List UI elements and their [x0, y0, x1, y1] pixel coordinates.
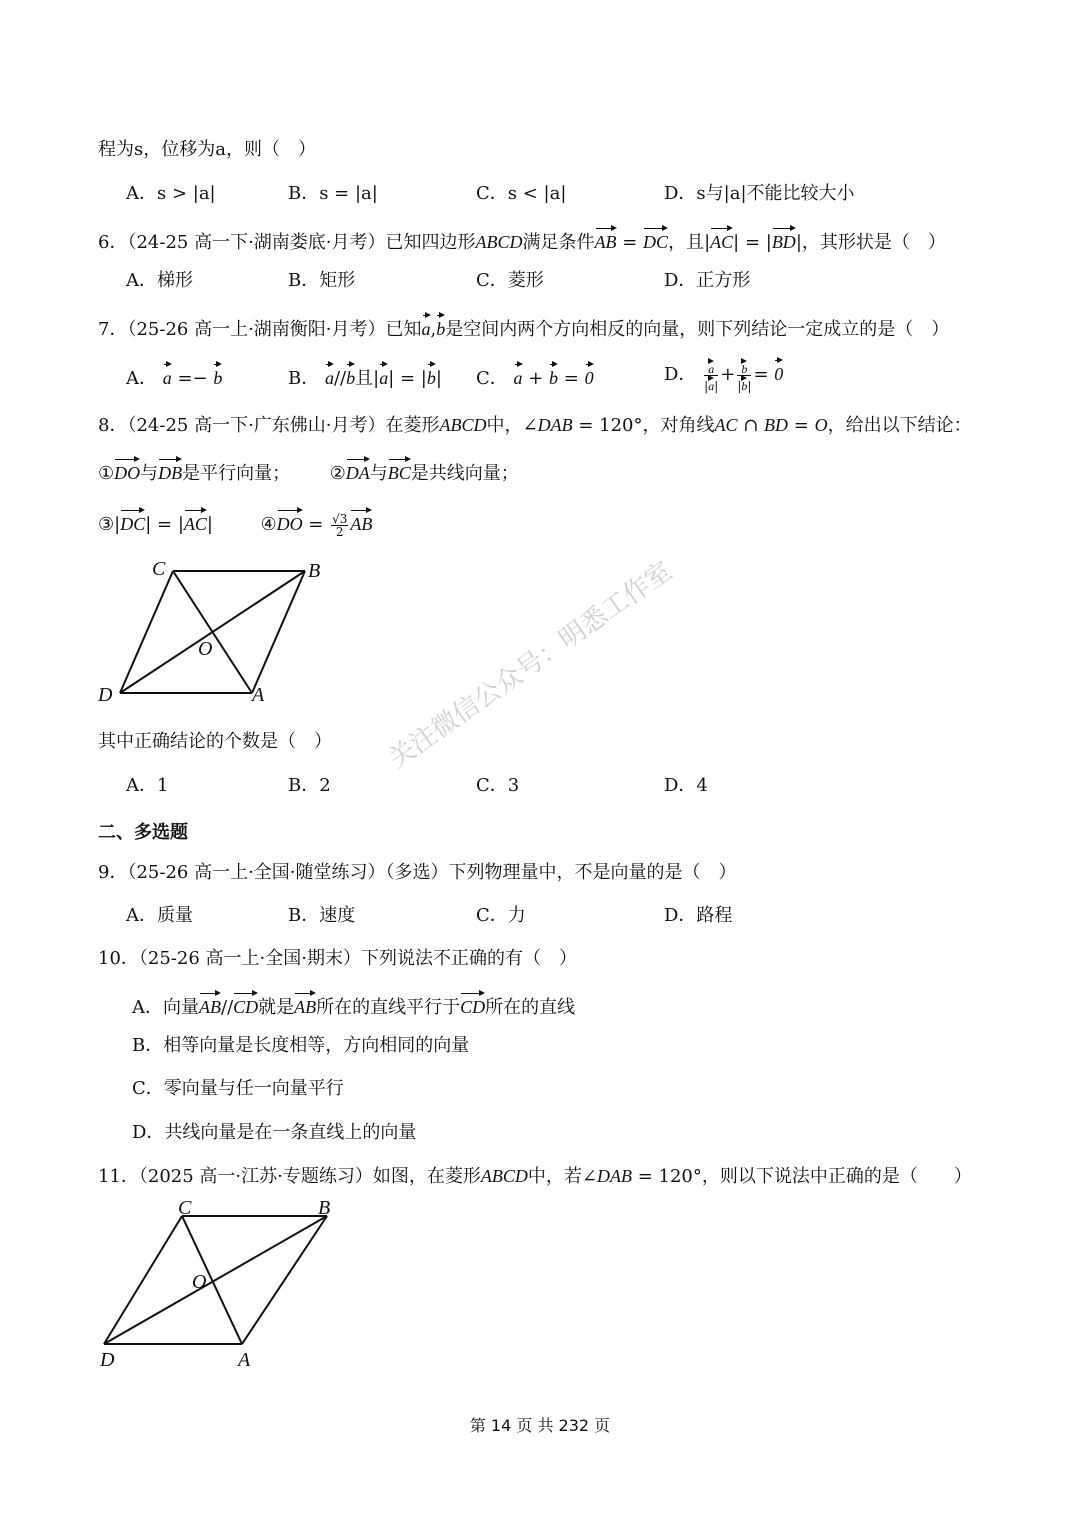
q11-edge-dc — [104, 1216, 182, 1344]
q8-rhombus-figure — [90, 555, 340, 710]
q7-option-c: C． a + b = 0 — [476, 362, 594, 391]
q9-option-c: C．力 — [476, 905, 526, 926]
q6-stem: 6．（24-25 高一下·湖南娄底·月考）已知四边形ABCD满足条件AB = DC，且|AC| = |BD|，其形状是（ ） — [98, 226, 946, 255]
q6-option-c: C．菱形 — [476, 270, 544, 291]
q6-option-b: B．矩形 — [288, 270, 356, 291]
q8-question: 其中正确结论的个数是（ ） — [98, 731, 332, 752]
q9-stem: 9．（25-26 高一上·全国·随堂练习）（多选）下列物理量中，不是向量的是（ ） — [98, 862, 737, 883]
q11-label-o: O — [192, 1271, 207, 1293]
q11-label-a: A — [238, 1349, 251, 1371]
q7-option-b: B． a//b且|a| = |b| — [288, 362, 442, 391]
q10-stem: 10．（25-26 高一上·全国·期末）下列说法不正确的有（ ） — [98, 948, 577, 969]
q8-conclusions-3-4: ③|DC| = |AC| ④DO = $\frac{√3}{2}$ AB — [98, 508, 372, 538]
q7-stem: 7．（25-26 高一上·湖南衡阳·月考）已知a,b是空间内两个方向相反的向量，则下列结论一定成立的是（ ） — [98, 313, 949, 342]
q8-stem: 8．（24-25 高一下·广东佛山·月考）在菱形ABCD中，∠DAB = 120°，对角线AC ∩ BD = O，给出以下结论： — [98, 415, 972, 436]
q5-option-a: A．s > |a| — [126, 183, 216, 204]
q10-option-c: C．零向量与任一向量平行 — [132, 1078, 344, 1099]
page-footer: 第 14 页 共 232 页 — [469, 1416, 611, 1435]
q8-label-b: B — [308, 560, 321, 582]
q11-label-c: C — [178, 1197, 192, 1219]
q8-option-b: B．2 — [288, 775, 331, 796]
q8-label-a: A — [252, 684, 265, 706]
q8-option-a: A．1 — [126, 775, 169, 796]
q9-option-d: D．路程 — [664, 905, 733, 926]
q11-diagonal-db — [104, 1216, 327, 1344]
section-title-multiple-choice: 二、多选题 — [98, 822, 188, 843]
q8-label-d: D — [98, 684, 113, 706]
q10-option-a: A．向量AB//CD就是AB所在的直线平行于CD所在的直线 — [132, 991, 575, 1020]
q10-option-d: D．共线向量是在一条直线上的向量 — [132, 1122, 417, 1143]
q6-option-a: A．梯形 — [126, 270, 193, 291]
q9-option-a: A．质量 — [126, 905, 193, 926]
q5-stem-tail: 程为s，位移为a，则（ ） — [98, 139, 316, 160]
q6-option-d: D．正方形 — [664, 270, 751, 291]
q8-label-c: C — [152, 558, 166, 580]
q11-diagonal-ca — [182, 1216, 242, 1344]
q5-option-d: D．s与|a|不能比较大小 — [664, 183, 855, 204]
q10-option-b: B．相等向量是长度相等，方向相同的向量 — [132, 1035, 470, 1056]
q7-option-d: D． $\frac{a}{|a|}$ + $\frac{b}{|b|}$ = 0 — [664, 358, 783, 392]
q8-conclusions-1-2: ①DO与DB是平行向量； ②DA与BC是共线向量； — [98, 457, 519, 486]
q8-diagonal-db — [120, 571, 305, 693]
q11-label-d: D — [100, 1349, 115, 1371]
watermark-text: 关注微信公众号：明悉工作室 — [383, 556, 678, 775]
q11-rhombus-figure — [92, 1192, 352, 1372]
q5-option-b: B．s = |a| — [288, 183, 378, 204]
q11-edge-ba — [242, 1216, 327, 1344]
q9-option-b: B．速度 — [288, 905, 356, 926]
q11-stem: 11．（2025 高一·江苏·专题练习）如图，在菱形ABCD中，若∠DAB = 120°，则以下说法中正确的是（ ） — [98, 1166, 972, 1187]
q11-label-b: B — [318, 1197, 331, 1219]
q8-label-o: O — [198, 638, 213, 660]
q8-option-d: D．4 — [664, 775, 708, 796]
q8-option-c: C．3 — [476, 775, 520, 796]
q5-option-c: C．s < |a| — [476, 183, 567, 204]
q7-option-a: A． a =− b — [126, 362, 222, 391]
